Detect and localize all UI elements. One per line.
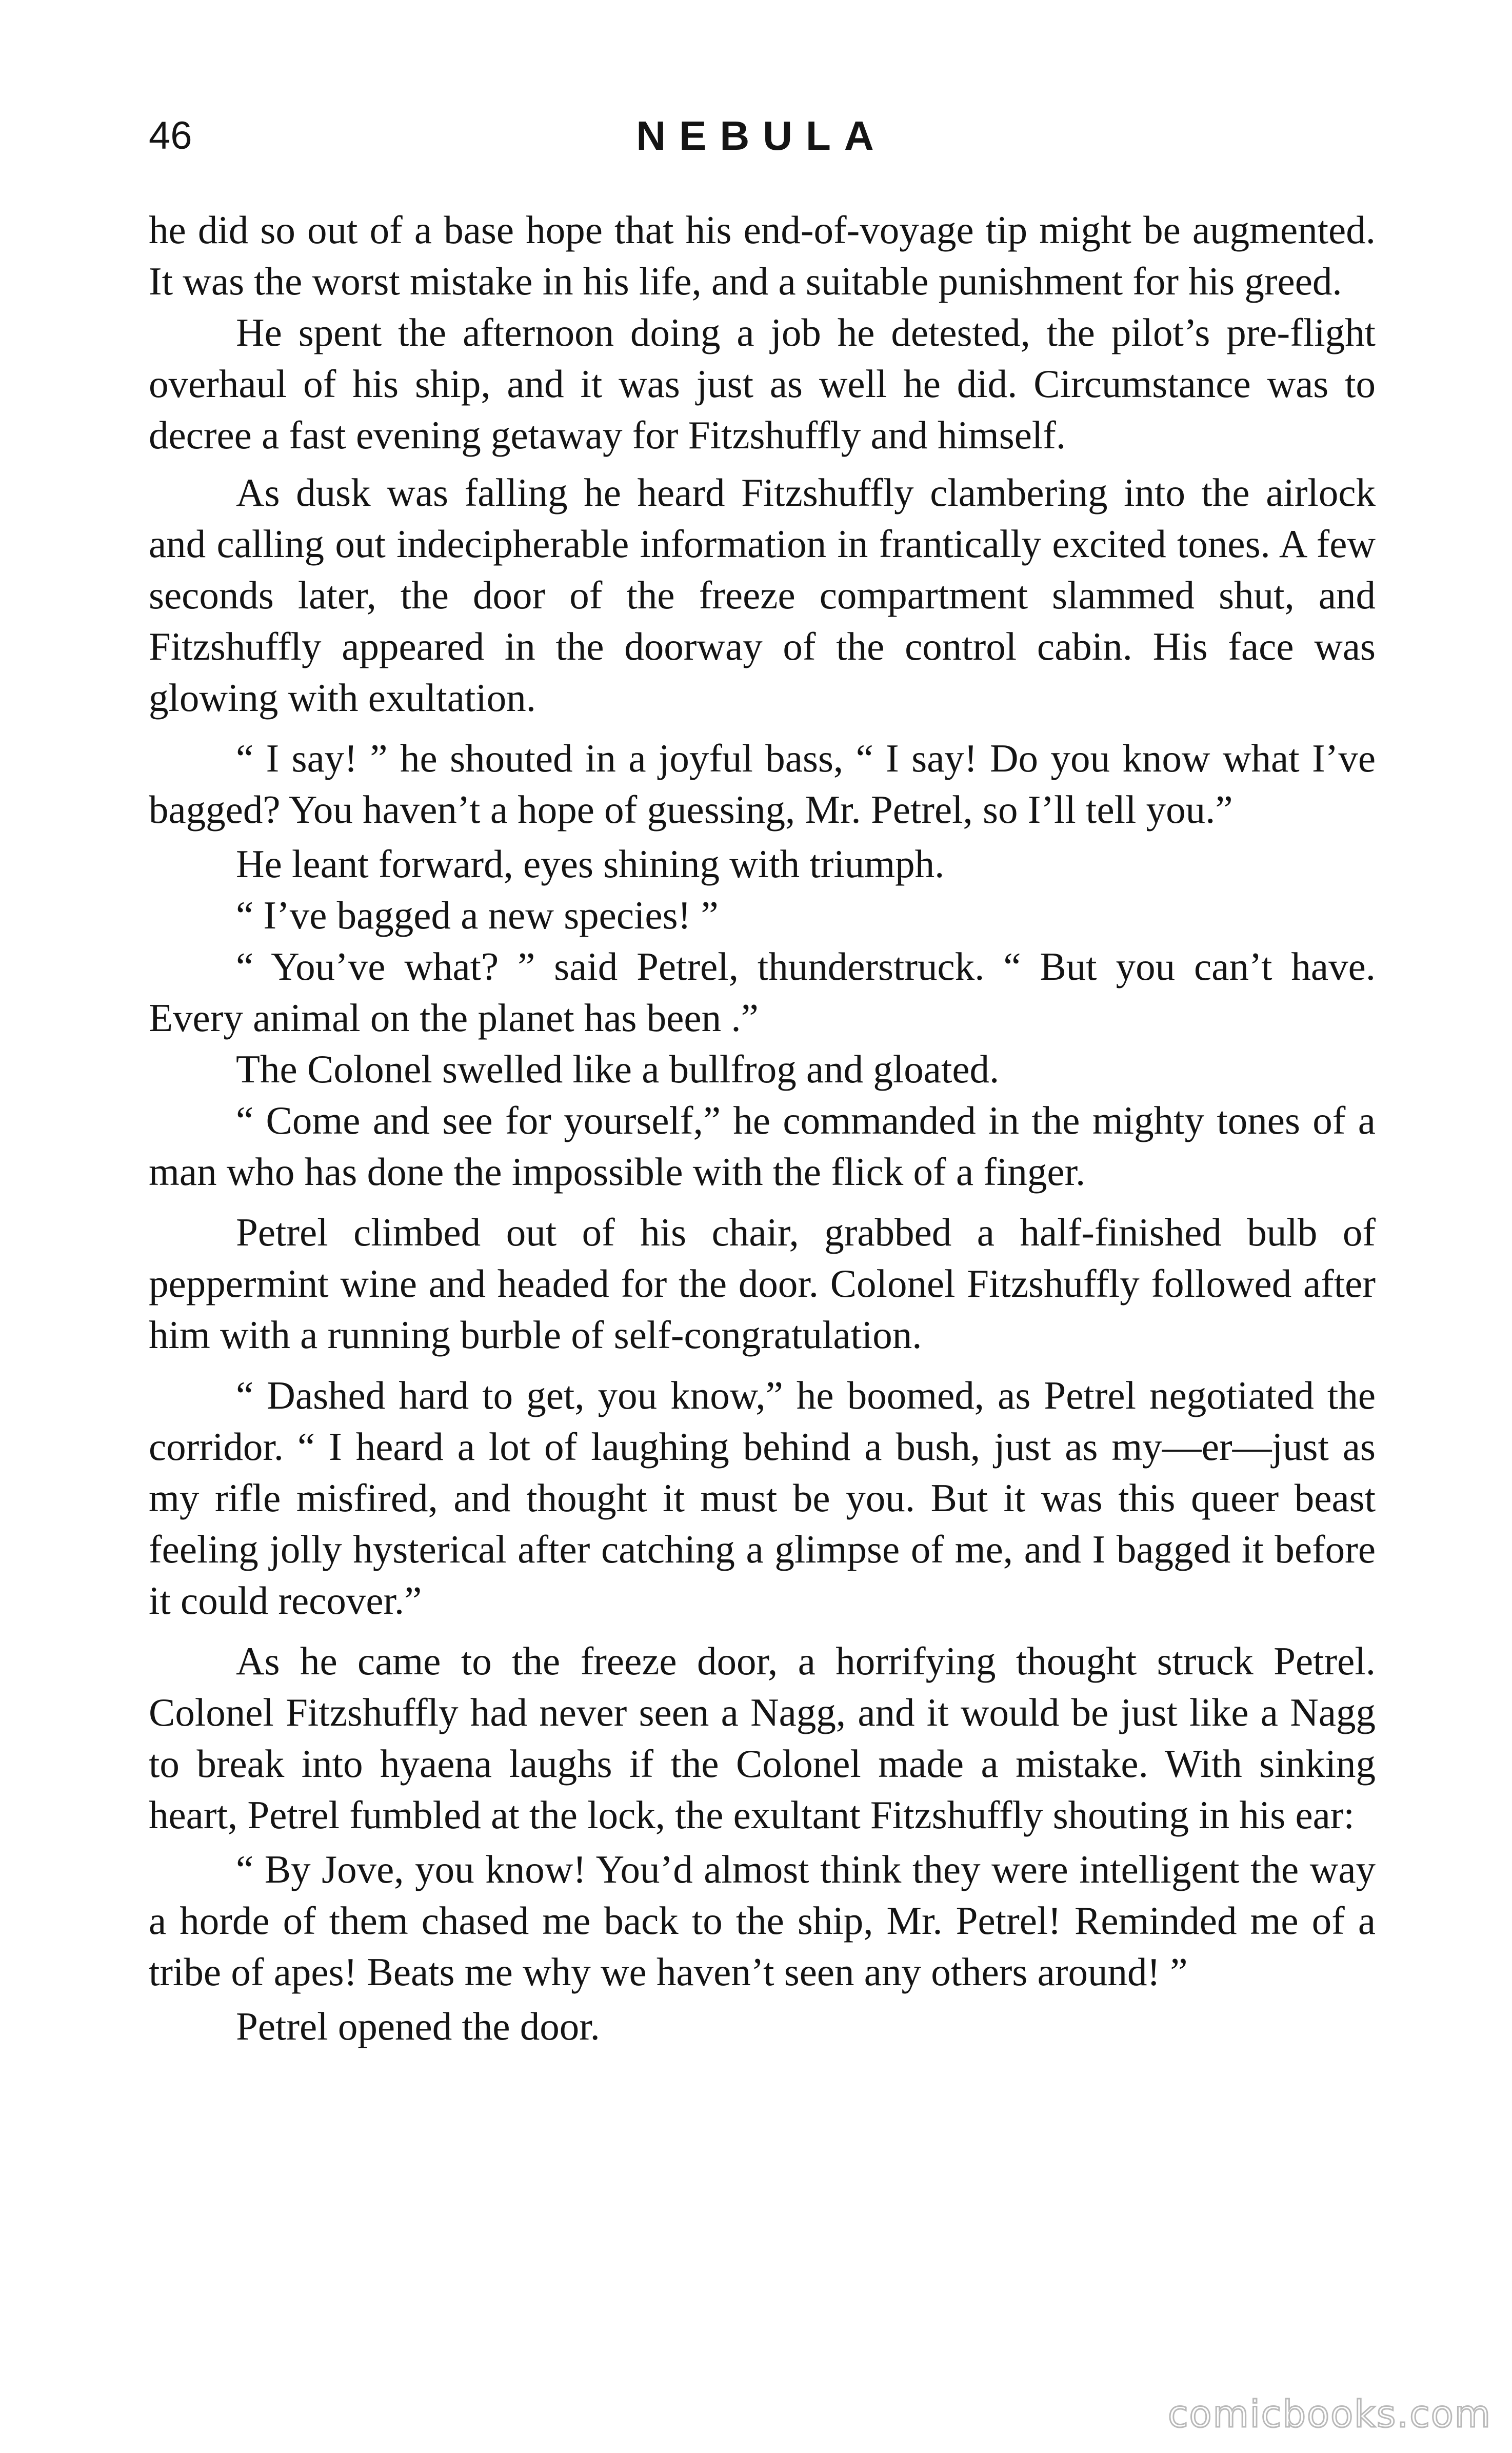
paragraph: Petrel climbed out of his chair, grabbed a half-finished bulb of peppermint wine and headed for the door. Colonel Fitzshuffly followed after him with a running burble of self-congratulation. [149, 1210, 1376, 1357]
paragraph: As he came to the freeze door, a horrifying thought struck Petrel. Colonel Fitzshuffly had never seen a Nagg, and it would be just like a Nagg to break into hyaena laughs if the Colonel made a mistake. With sinking heart, Petrel fumbled at the lock, the exultant Fitzshuffly shouting in his ear: [149, 1639, 1376, 1837]
paragraph: “ By Jove, you know! You’d almost think they were intelligent the way a horde of them chased me back to the ship, Mr. Petrel! Reminded me of a tribe of apes! Beats me why we haven’t seen any others around! ” [149, 1847, 1376, 1994]
watermark: comicbooks.com [1167, 2392, 1491, 2436]
paragraph: As dusk was falling he heard Fitzshuffly clambering into the airlock and calling out indecipherable information in frantically excited tones. A few seconds later, the door of the freeze compartment slammed shut, and Fitzshuffly appeared in the doorway of the control cabin. His face was glowing with exultation. [149, 470, 1376, 720]
paragraph: he did so out of a base hope that his end-of-voyage tip might be augmented. It was the worst mistake in his life, and a suitable punishment for his greed. [149, 208, 1376, 303]
paragraph: The Colonel swelled like a bullfrog and gloated. [236, 1047, 1000, 1091]
paragraph: Petrel opened the door. [236, 2004, 600, 2048]
paragraph: “ I’ve bagged a new species! ” [236, 893, 719, 937]
body-text [149, 204, 1376, 2052]
paragraph: “ You’ve what? ” said Petrel, thunderstruck. “ But you can’t have. Every animal on the planet has been .” [149, 944, 1376, 1040]
paragraph: “ I say! ” he shouted in a joyful bass, “ I say! Do you know what I’ve bagged? You haven’t a hope of guessing, Mr. Petrel, so I’ll tell you.” [149, 736, 1376, 832]
paragraph: “ Come and see for yourself,” he commanded in the mighty tones of a man who has done the impossible with the flick of a finger. [149, 1098, 1376, 1194]
paragraph: He leant forward, eyes shining with triumph. [236, 842, 945, 886]
paragraph: “ Dashed hard to get, you know,” he boomed, as Petrel negotiated the corridor. “ I heard a lot of laughing behind a bush, just as my—er—just as my rifle misfired, and thought it must be you. But it was this queer beast feeling jolly hysterical after catching a glimpse of me, and I bagged it before it could recover.” [149, 1373, 1376, 1623]
running-title: NEBULA [636, 113, 887, 159]
paragraph: He spent the afternoon doing a job he detested, the pilot’s pre-flight overhaul of his ship, and it was just as well he did. Circumstance was to decree a fast evening getaway for Fitzshuffly and himself. [149, 310, 1376, 457]
page-number: 46 [149, 114, 192, 157]
page-header [149, 110, 1375, 162]
